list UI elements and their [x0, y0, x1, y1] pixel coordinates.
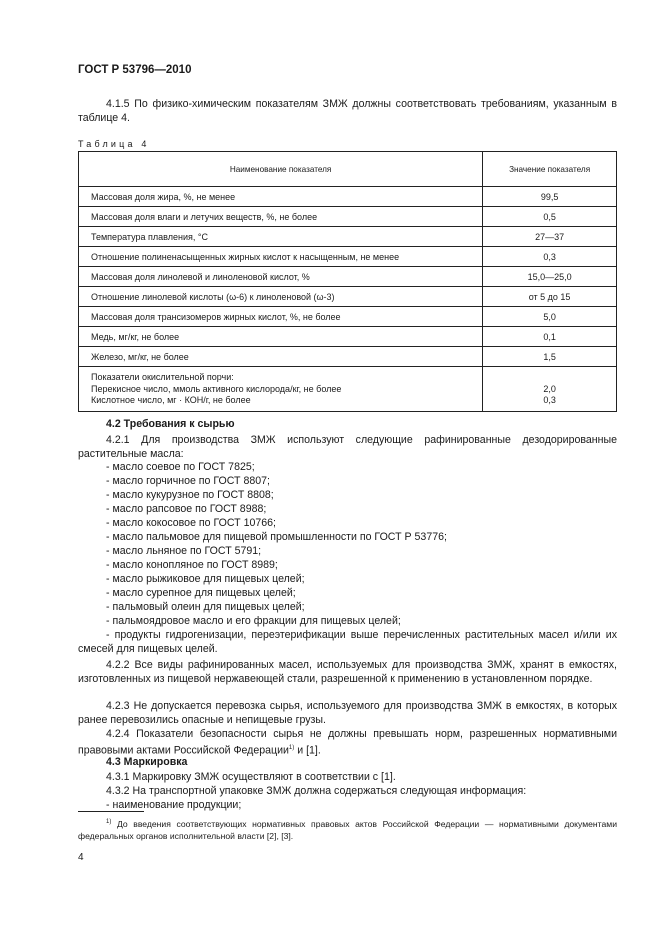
oxidation-names: [79, 367, 483, 412]
indicator-name: Массовая доля трансизомеров жирных кислот, %, не более: [79, 307, 483, 327]
peroxide-value: 2,0: [543, 383, 556, 394]
oil-list-item: - масло кокосовое по ГОСТ 10766;: [106, 517, 276, 529]
table-row: [79, 307, 617, 327]
standard-code: ГОСТ Р 53796—2010: [78, 64, 192, 76]
oil-list-item: - пальмоядровое масло и его фракции для пищевых целей;: [106, 615, 401, 627]
paragraph-4-3-2: 4.3.2 На транспортной упаковке ЗМЖ должна содержаться следующая информация:: [106, 785, 527, 797]
table-row: [79, 247, 617, 267]
table-header-row: [79, 152, 617, 187]
indicator-value: 0,5: [483, 207, 617, 227]
section-heading-4-2: 4.2 Требования к сырью: [106, 418, 235, 430]
table-4: [78, 151, 617, 412]
indicator-value: 99,5: [483, 187, 617, 207]
paragraph-4-2-3: 4.2.3 Не допускается перевозка сырья, используемого для производства ЗМЖ в емкостях, в которых ранее перевозились опасные и непищевые грузы.: [78, 700, 617, 726]
indicator-value: от 5 до 15: [483, 287, 617, 307]
acid-value: 0,3: [543, 395, 556, 405]
indicator-value: 1,5: [483, 347, 617, 367]
table-row: [79, 207, 617, 227]
table-row-oxidation: [79, 367, 617, 412]
table-row: [79, 347, 617, 367]
oil-list-item: - масло льняное по ГОСТ 5791;: [106, 545, 262, 557]
indicator-name: Массовая доля жира, %, не менее: [79, 187, 483, 207]
paragraph-4-3-1: 4.3.1 Маркировку ЗМЖ осуществляют в соответствии с [1].: [106, 771, 396, 783]
paragraph-4-1-5: 4.1.5 По физико-химическим показателям ЗМЖ должны соответствовать требованиям, указанным в таблице 4.: [78, 98, 617, 124]
indicator-name: Температура плавления, °С: [79, 227, 483, 247]
indicator-value: 5,0: [483, 307, 617, 327]
indicator-name: Отношение линолевой кислоты (ω-6) к линоленовой (ω-3): [79, 287, 483, 307]
footnote-text: До введения соответствующих нормативных правовых актов Российской Федерации — нормативными документами федеральных органов исполнительной власти [2], [3].: [78, 818, 617, 841]
paragraph-4-2-2: 4.2.2 Все виды рафинированных масел, используемых для производства ЗМЖ, хранят в емкостях, изготовленных из пищевой нержавеющей стали, разрешенной к применению в установленном порядке.: [78, 659, 617, 685]
oil-list-item: - масло конопляное по ГОСТ 8989;: [106, 559, 278, 571]
paragraph-4-2-4: [78, 727, 617, 758]
peroxide-name: Перекисное число, ммоль активного кислорода/кг, не более: [91, 383, 342, 394]
footnote-divider: [78, 811, 144, 812]
indicator-name: Массовая доля влаги и летучих веществ, %, не более: [79, 207, 483, 227]
page-number: 4: [78, 852, 84, 863]
footnote: [78, 816, 617, 842]
oil-list-item-last: - продукты гидрогенизации, переэтерификации выше перечисленных растительных масел и/или их смесей для пищевых целей.: [78, 629, 617, 655]
table-row: [79, 287, 617, 307]
paragraph-4-2-4-tail: и [1].: [294, 744, 321, 757]
indicator-value: 27—37: [483, 227, 617, 247]
indicator-name: Массовая доля линолевой и линоленовой кислот, %: [79, 267, 483, 287]
indicator-value: 0,3: [483, 247, 617, 267]
marking-list-item: - наименование продукции;: [106, 799, 242, 811]
oil-list-item: - масло сурепное для пищевых целей;: [106, 587, 296, 599]
table-caption: Таблица 4: [78, 139, 150, 149]
column-header-name: Наименование показателя: [79, 152, 483, 187]
table-row: [79, 187, 617, 207]
footnote-ref[interactable]: 1): [288, 745, 295, 751]
oil-list-item: - масло соевое по ГОСТ 7825;: [106, 461, 255, 473]
oil-list-item: - масло кукурузное по ГОСТ 8808;: [106, 489, 274, 501]
oil-list-item: - масло горчичное по ГОСТ 8807;: [106, 475, 270, 487]
paragraph-4-2-4-text: 4.2.4 Показатели безопасности сырья не должны превышать норм, разрешенных нормативными правовыми актами Российской Федерации: [78, 728, 617, 757]
indicator-name: Отношение полиненасыщенных жирных кислот к насыщенным, не менее: [79, 247, 483, 267]
oil-list-item: - пальмовый олеин для пищевых целей;: [106, 601, 305, 613]
table-row: [79, 267, 617, 287]
table-row: [79, 327, 617, 347]
table-row: [79, 227, 617, 247]
indicator-value: 15,0—25,0: [483, 267, 617, 287]
paragraph-4-2-1: 4.2.1 Для производства ЗМЖ используют следующие рафинированные дезодорированные растительные масла:: [78, 434, 617, 460]
footnote-mark: 1): [106, 819, 112, 825]
oil-list-item: - масло пальмовое для пищевой промышленности по ГОСТ Р 53776;: [106, 531, 447, 543]
oil-list-item: - масло рапсовое по ГОСТ 8988;: [106, 503, 267, 515]
oxidation-values: [483, 367, 617, 412]
indicator-value: 0,1: [483, 327, 617, 347]
indicator-name: Железо, мг/кг, не более: [79, 347, 483, 367]
column-header-value: Значение показателя: [483, 152, 617, 187]
section-heading-4-3: 4.3 Маркировка: [106, 756, 188, 768]
indicator-name: Медь, мг/кг, не более: [79, 327, 483, 347]
oil-list-item: - масло рыжиковое для пищевых целей;: [106, 573, 305, 585]
acid-name: Кислотное число, мг · КОН/г, не более: [91, 395, 251, 405]
oxidation-title: Показатели окислительной порчи:: [91, 372, 234, 382]
